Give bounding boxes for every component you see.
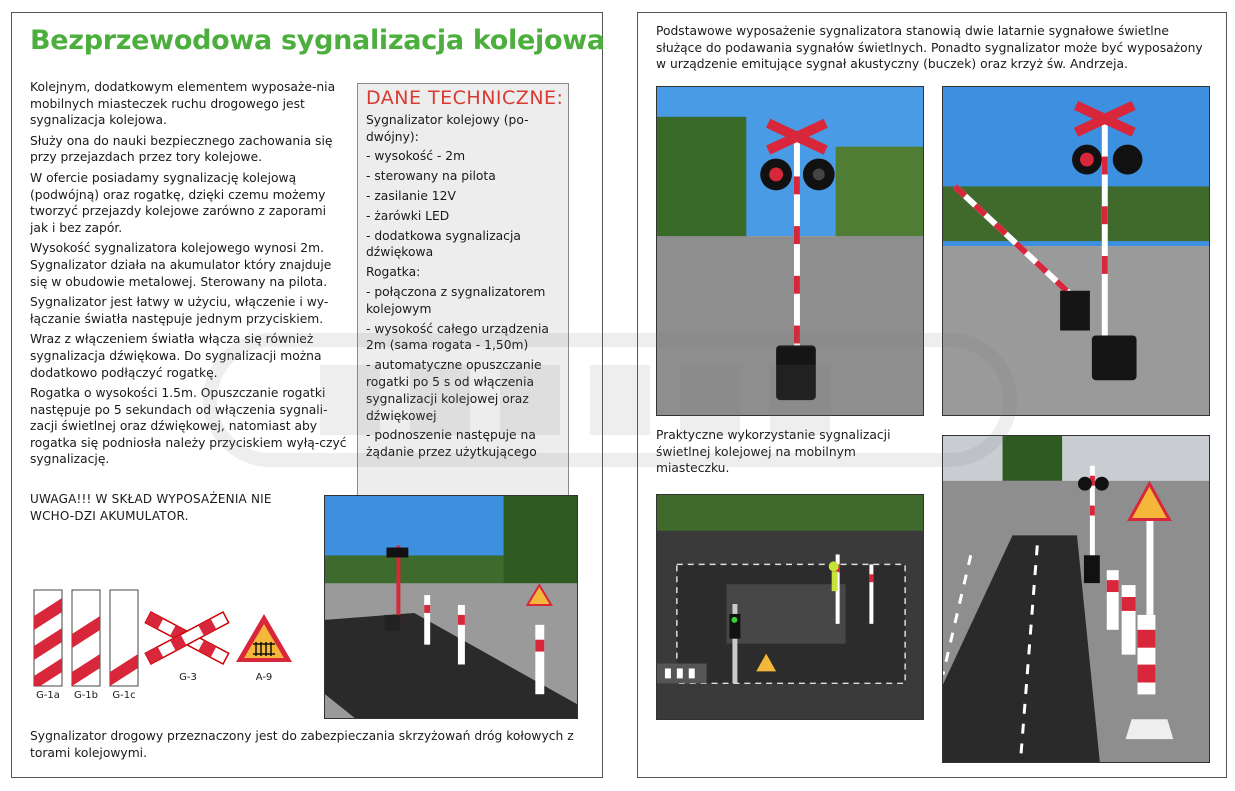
tech-line: - wysokość - 2m [366, 149, 466, 164]
photo-mobile-town [656, 494, 924, 720]
sign-a9-icon [236, 614, 292, 662]
sign-g1b-icon [72, 590, 100, 686]
sign-label: G-1a [36, 690, 60, 701]
tech-line: - połączona z sygnalizatorem kolejowym [366, 284, 546, 316]
paragraph: Sygnalizator jest łatwy w użyciu, włączenie i wy-łączanie światła następuje jednym przyciskiem. [30, 295, 329, 326]
paragraph: Służy ona do nauki bezpiecznego zachowania się przy przejazdach przez tory kolejowe. [30, 133, 333, 165]
paragraph: W ofercie posiadamy sygnalizację kolejową (podwójną) oraz rogatkę, dzięki czemu możemy tworzyć przejazdy kolejowe zarówno z zaporami jak i bez zapór. [30, 170, 327, 235]
sign-g3-cross-icon [145, 612, 228, 664]
tech-line: - wysokość całego urządzenia 2m (sama rogata - 1,50m) [366, 321, 549, 353]
photo-crossing-mat [942, 435, 1210, 763]
tech-line: Sygnalizator kolejowy (po-dwójny): [366, 112, 529, 144]
photo-signal-front [656, 86, 924, 416]
paragraph: Rogatka o wysokości 1.5m. Opuszczanie rogatki następuje po 5 sekundach od włączenia sygnali-zacji świetlnej oraz dźwiękowej, natomiast aby rogatka się podniosła należy przyciskiem wyłą-czyć sygnalizację. [30, 386, 347, 467]
sign-label: G-1c [112, 690, 136, 701]
page-title: Bezprzewodowa sygnalizacja kolejowa [30, 25, 605, 56]
photo-caption: Praktyczne wykorzystanie sygnalizacji świetlnej kolejowej na mobilnym miasteczku. [656, 428, 891, 476]
tech-line: Rogatka: [366, 265, 421, 280]
sign-g1c-icon [110, 590, 138, 686]
paragraph: Wraz z włączeniem światła włącza się również sygnalizacja dźwiękowa. Do sygnalizacji można dodatkowo podłączyć rogatkę. [30, 332, 322, 380]
bottom-note: Sygnalizator drogowy przeznaczony jest do zabezpieczania skrzyżowań dróg kołowych z torami kolejowymi. [30, 729, 574, 760]
paragraph: Kolejnym, dodatkowym elementem wyposaże-nia mobilnych miasteczek ruchu drogowego jest sygnalizacja kolejowa. [30, 80, 336, 128]
tech-line: - automatyczne opuszczanie rogatki po 5 s od włączenia sygnalizacji kolejowej oraz dźwiękowej [366, 358, 542, 423]
technical-data-box [357, 83, 569, 497]
battery-warning: UWAGA!!! W SKŁAD WYPOSAŻENIA NIE WCHO-DZI AKUMULATOR. [30, 492, 272, 523]
tech-line: - podnoszenie następuje na żądanie przez użytkującego [366, 428, 537, 460]
tech-line: - sterowany na pilota [366, 169, 496, 184]
intro-text [30, 79, 348, 472]
photo-crossing-demo [324, 495, 578, 719]
photo-signal-barrier [942, 86, 1210, 416]
paragraph: Wysokość sygnalizatora kolejowego wynosi 2m. Sygnalizator działa na akumulator który znajduje się w obudowie metalowej. Sterowany na pilota. [30, 241, 332, 289]
technical-data-title: DANE TECHNICZNE: [366, 87, 564, 109]
sign-label: A-9 [255, 672, 273, 683]
left-page [11, 12, 603, 778]
tech-line: - zasilanie 12V [366, 188, 456, 203]
sign-label: G-3 [179, 672, 197, 683]
tech-line: - żarówki LED [366, 208, 450, 223]
right-intro-text: Podstawowe wyposażenie sygnalizatora stanowią dwie latarnie sygnałowe świetlne służące do podawania sygnałów świetlnych. Ponadto sygnalizator może być wyposażony w urządzenie emitujące sygnał akustyczny (buczek) oraz krzyż św. Andrzeja. [656, 24, 1203, 72]
sign-label: G-1b [73, 690, 99, 701]
right-page [637, 12, 1227, 778]
tech-line: - dodatkowa sygnalizacja dźwiękowa [366, 228, 521, 260]
road-signs [32, 588, 312, 708]
sign-g1a-icon [34, 590, 62, 690]
